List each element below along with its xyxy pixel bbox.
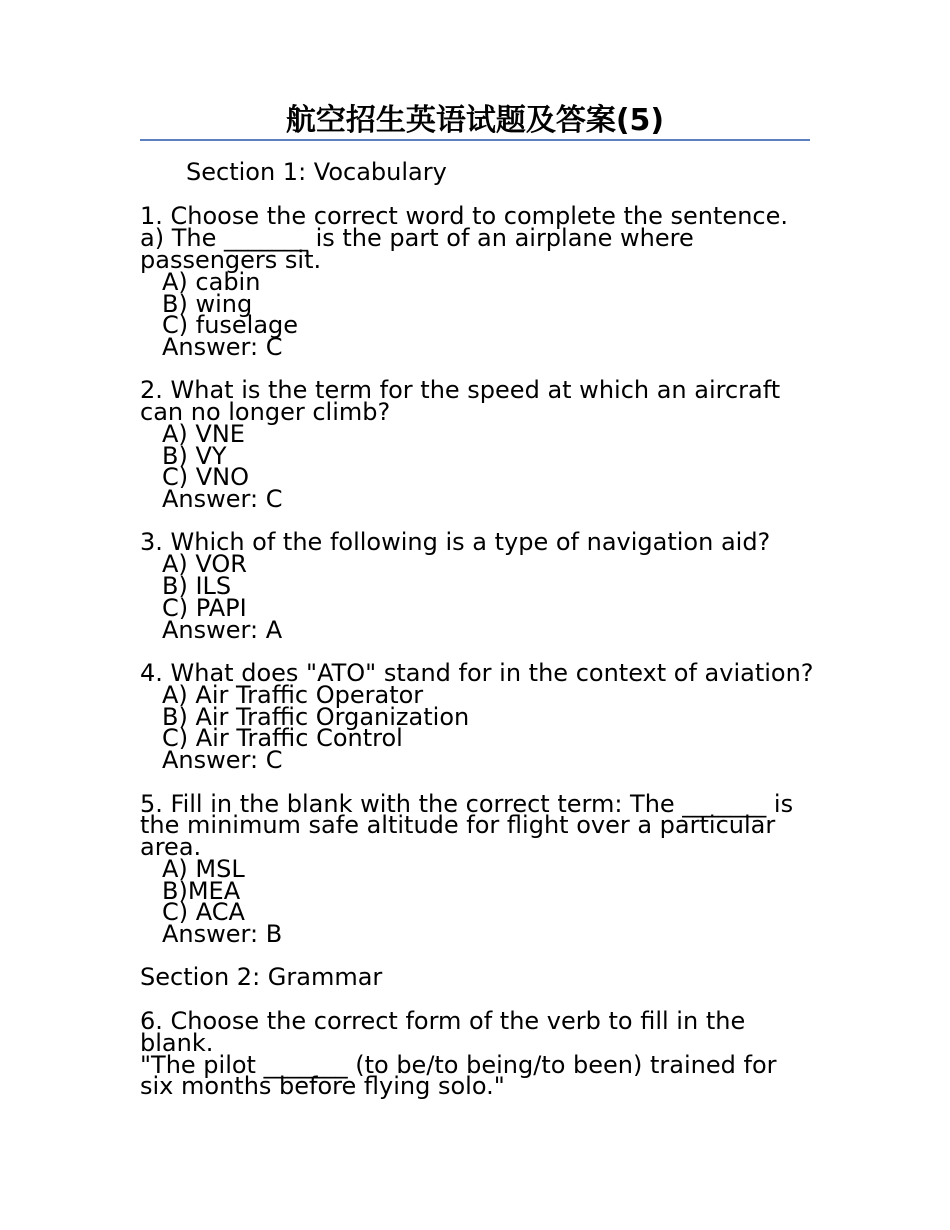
q5-text-line-1: 5. Fill in the blank with the correct term: The _______ is bbox=[140, 790, 794, 818]
q2-text-line-2: can no longer climb? bbox=[140, 398, 391, 426]
q4-option-b: B) Air Traffic Organization bbox=[162, 703, 470, 731]
q2-option-b: B) VY bbox=[162, 442, 227, 470]
q1-option-b: B) wing bbox=[162, 290, 253, 318]
q3-text-line-1: 3. Which of the following is a type of navigation aid? bbox=[140, 528, 771, 556]
q4-option-a: A) Air Traffic Operator bbox=[162, 681, 424, 709]
q6-text-line-1: 6. Choose the correct form of the verb to fill in the bbox=[140, 1007, 746, 1035]
q2-answer: Answer: C bbox=[162, 485, 283, 513]
title-underline bbox=[140, 139, 810, 141]
q1-option-a: A) cabin bbox=[162, 268, 261, 296]
q1-text-line-2: a) The _______ is the part of an airplane where bbox=[140, 224, 694, 252]
q1-text-line-3: passengers sit. bbox=[140, 246, 322, 274]
q3-answer: Answer: A bbox=[162, 616, 283, 644]
section-2-heading: Section 2: Grammar bbox=[140, 963, 383, 991]
q6-text-line-4: six months before flying solo." bbox=[140, 1072, 505, 1100]
q5-text-line-3: area. bbox=[140, 833, 202, 861]
q4-text-line-1: 4. What does "ATO" stand for in the context of aviation? bbox=[140, 659, 814, 687]
document-title: 航空招生英语试题及答案(5) bbox=[285, 103, 665, 138]
q1-text-line-1: 1. Choose the correct word to complete the sentence. bbox=[140, 202, 788, 230]
q5-option-c: C) ACA bbox=[162, 898, 245, 926]
q5-option-a: A) MSL bbox=[162, 855, 245, 883]
q5-option-b: B)MEA bbox=[162, 877, 241, 905]
q6-text-line-2: blank. bbox=[140, 1029, 214, 1057]
q5-answer: Answer: B bbox=[162, 920, 283, 948]
q1-answer: Answer: C bbox=[162, 333, 283, 361]
q4-option-c: C) Air Traffic Control bbox=[162, 724, 403, 752]
q3-option-a: A) VOR bbox=[162, 550, 247, 578]
q2-text-line-1: 2. What is the term for the speed at which an aircraft bbox=[140, 376, 781, 404]
q2-option-a: A) VNE bbox=[162, 420, 245, 448]
q5-text-line-2: the minimum safe altitude for flight over a particular bbox=[140, 811, 776, 839]
q6-text-line-3: "The pilot _______ (to be/to being/to been) trained for bbox=[140, 1051, 777, 1079]
section-1-heading: Section 1: Vocabulary bbox=[186, 158, 447, 186]
q2-option-c: C) VNO bbox=[162, 463, 250, 491]
q4-answer: Answer: C bbox=[162, 746, 283, 774]
q3-option-b: B) ILS bbox=[162, 572, 232, 600]
q3-option-c: C) PAPI bbox=[162, 594, 247, 622]
q1-option-c: C) fuselage bbox=[162, 311, 299, 339]
